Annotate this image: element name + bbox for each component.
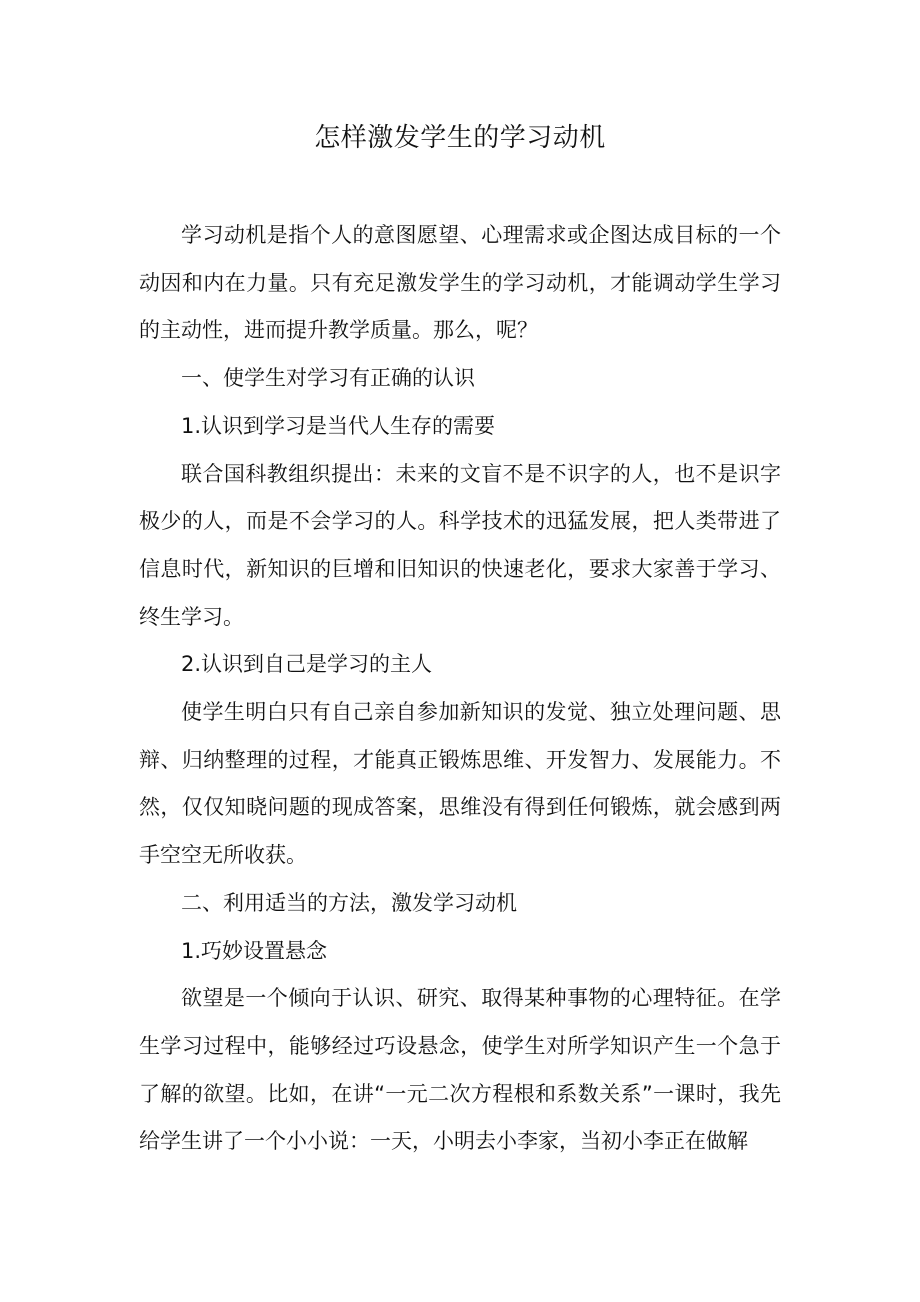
paragraph-intro: 学习动机是指个人的意图愿望、心理需求或企图达成目标的一个动因和内在力量。只有充足激发学生的学习动机，才能调动学生学习的主动性，进而提升教学质量。那么，呢？ (139, 223, 781, 343)
paragraph-2-1: 欲望是一个倾向于认识、研究、取得某种事物的心理特征。在学生学习过程中，能够经过巧设悬念，使学生对所学知识产生一个急于了解的欲望。比如，在讲“一元二次方程根和系数关系”一课时，我先给学生讲了一个小小说：一天，小明去小李家，当初小李正在做解 (139, 986, 781, 1154)
section-heading-2: 二、利用适当的方法，激发学习动机 (181, 890, 517, 915)
paragraph-1-2: 使学生明白只有自己亲自参加新知识的发觉、独立处理问题、思辩、归纳整理的过程，才能真正锻炼思维、开发智力、发展能力。不然，仅仅知晓问题的现成答案，思维没有得到任何锻炼，就会感到两手空空无所收获。 (139, 700, 781, 868)
section-heading-1: 一、使学生对学习有正确的认识 (181, 366, 475, 391)
subheading-1-2: 2.认识到自己是学习的主人 (181, 652, 433, 677)
document-title: 怎样激发学生的学习动机 (314, 123, 606, 153)
paragraph-1-1: 联合国科教组织提出：未来的文盲不是不识字的人，也不是识字极少的人，而是不会学习的人。科学技术的迅猛发展，把人类带进了信息时代，新知识的巨增和旧知识的快速老化，要求大家善于学习、终生学习。 (139, 461, 781, 629)
document-body (139, 212, 781, 1166)
subheading-1-1: 1.认识到学习是当代人生存的需要 (181, 413, 496, 438)
subheading-2-1: 1.巧妙设置悬念 (181, 938, 328, 963)
